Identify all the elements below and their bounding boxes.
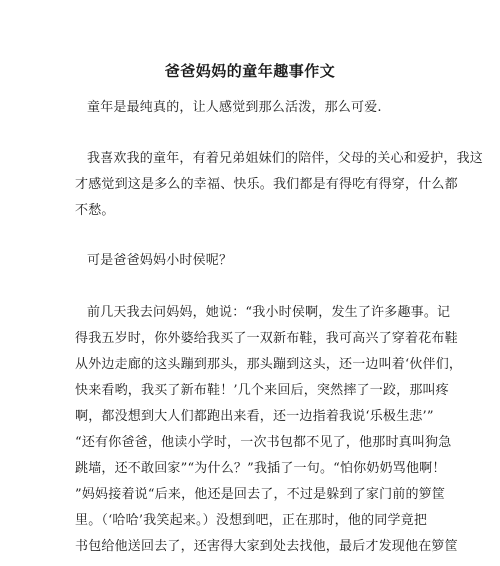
paragraph-line: 前几天我去问妈妈，她说：“我小时侯啊，发生了许多趣事。记 xyxy=(87,305,451,320)
paragraph-line: 里。（‘哈哈’我笑起来。）没想到吧，正在那时，他的同学竟把 xyxy=(75,513,428,528)
paragraph-line: 快来看哟，我买了新布鞋！’几个来回后，突然摔了一跤，那叫疼 xyxy=(75,383,449,398)
paragraph-line: ”妈妈接着说“后来，他还是回去了，不过是躲到了家门前的箩筐 xyxy=(75,487,446,502)
paragraph-line: 童年是最纯真的，让人感觉到那么活泼，那么可爱. xyxy=(87,100,382,115)
paragraph-line: 才感觉到这是多么的幸福、快乐。我们都是有得吃有得穿，什么都 xyxy=(75,177,458,192)
paragraph-line: “还有你爸爸，他读小学时，一次书包都不见了，他那时真叫狗急 xyxy=(75,435,452,450)
paragraph-line: 得我五岁时，你外婆给我买了一双新布鞋，我可高兴了穿着花布鞋 xyxy=(75,331,458,346)
paragraph-line: 可是爸爸妈妈小时侯呢？ xyxy=(87,253,233,268)
paragraph-line: 我喜欢我的童年，有着兄弟姐妹们的陪伴，父母的关心和爱护，我这 xyxy=(87,151,484,166)
paragraph-line: 啊，都没想到大人们都跑出来看，还一边指着我说‘乐极生悲’” xyxy=(75,409,434,424)
paragraph-line: 跳墙，还不敢回家”“为什么？”我插了一句。“怕你奶奶骂他啊！ xyxy=(75,461,446,476)
paragraph-line: 不愁。 xyxy=(75,203,115,218)
paragraph-line: 从外边走廊的这头蹦到那头，那头蹦到这头，还一边叫着‘伙伴们， xyxy=(75,357,463,372)
document-title: 爸爸妈妈的童年趣事作文 xyxy=(164,62,336,80)
paragraph-line: 书包给他送回去了，还害得大家到处去找他，最后才发现他在箩筐 xyxy=(75,539,458,554)
